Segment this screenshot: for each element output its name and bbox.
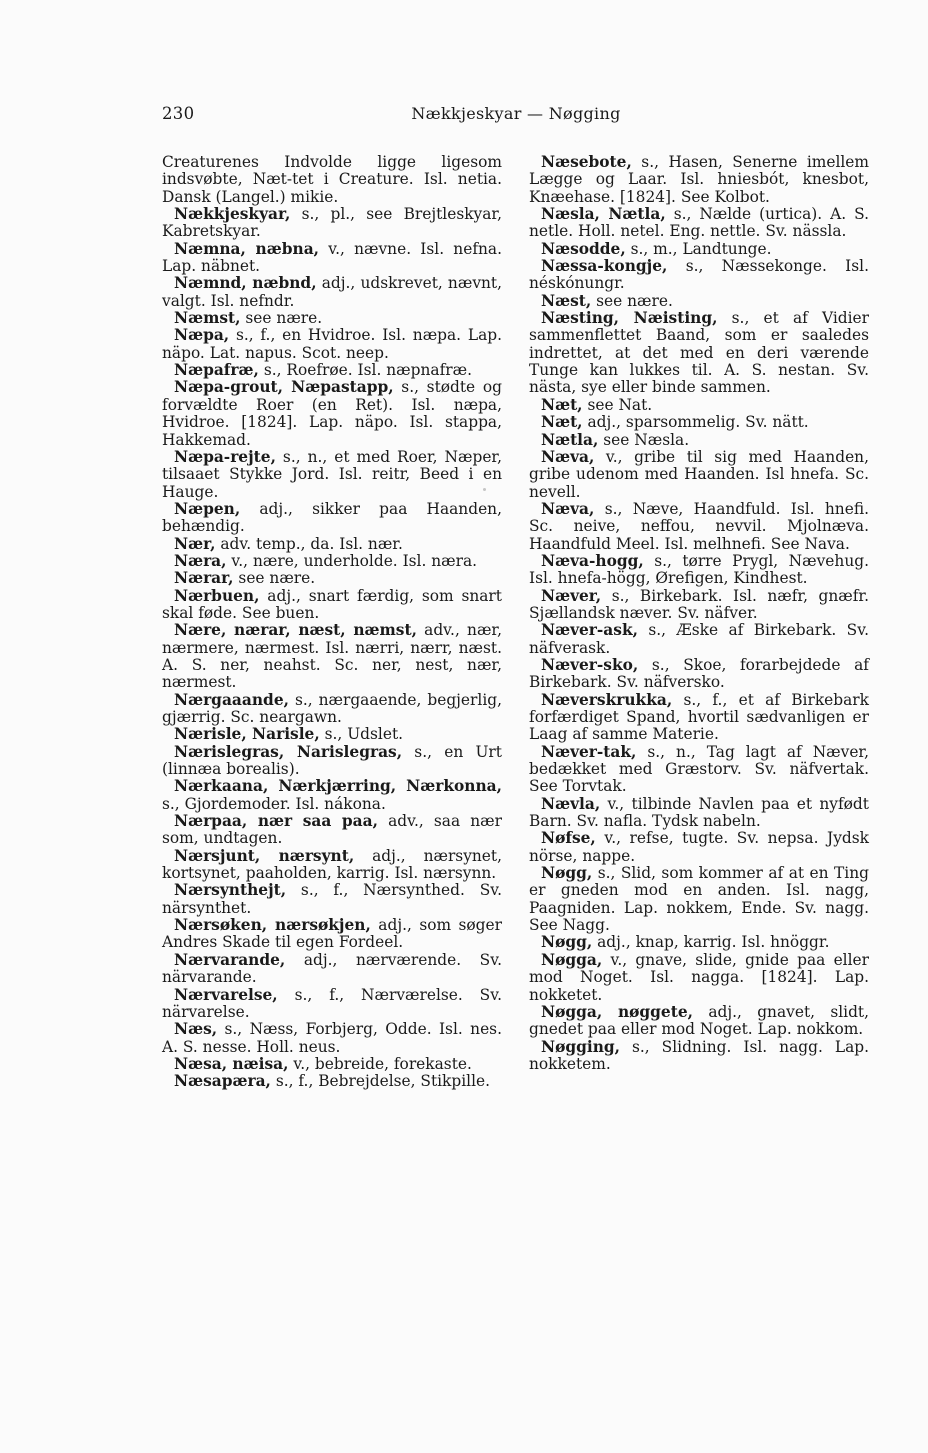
entry-headword: Nærsynthejt,: [174, 881, 287, 900]
dictionary-entry: [162, 449, 502, 501]
entry-headword: Næver-tak,: [541, 742, 637, 761]
entry-definition: Creaturenes Indvolde ligge ligesom indsvøbte, Næt-tet i Creature. Isl. netia. Dansk (Langel.) mikie.: [162, 153, 502, 206]
dictionary-entry: [162, 206, 502, 241]
entry-headword: Nærkaana, Nærkjærring, Nærkonna,: [174, 777, 502, 796]
entry-definition: s., f., Nærværelse. Sv. närvarelse.: [162, 985, 502, 1021]
scan-speck: [483, 488, 486, 491]
dictionary-entry: [162, 154, 502, 206]
entry-headword: Næva,: [541, 499, 595, 518]
entry-headword: Næmna, næbna,: [174, 239, 320, 258]
entry-headword: Næsting, Næisting,: [541, 309, 718, 328]
entry-headword: Næsodde,: [541, 239, 626, 258]
entry-definition: s., Nælde (urtica). A. S. netle. Holl. netel. Eng. nettle. Sv. nässla.: [529, 205, 869, 241]
entry-definition: adj., nærsynet, kortsynet, paaholden, karrig. Isl. nærsynn.: [162, 846, 502, 883]
entry-definition: s., n., et med Roer, Næper, tilsaaet Stykke Jord. Isl. reitr, Beed i en Hauge.: [162, 447, 502, 501]
entry-headword: Nøgga, nøggete,: [541, 1002, 693, 1021]
entry-headword: Næpa-grout, Næpastapp,: [174, 378, 394, 397]
dictionary-entry: [529, 796, 869, 831]
entry-headword: Næver-sko,: [541, 655, 639, 674]
entry-headword: Næpafræ,: [174, 361, 259, 380]
dictionary-entry: [529, 414, 869, 431]
entry-definition: s., Slid, som kommer af at en Ting er gneden mod en anden. Isl. nagg, Paagniden. Lap. nokkem, Ende. Sv. nagg. See Nagg.: [529, 864, 869, 935]
dictionary-entry: [529, 206, 869, 241]
dictionary-entry: [529, 1004, 869, 1039]
entry-definition: v., nære, underholde. Isl. næra.: [231, 551, 478, 570]
entry-definition: s., m., Landtunge.: [630, 239, 772, 258]
dictionary-entry: [529, 622, 869, 657]
dictionary-entry: [162, 536, 502, 553]
entry-definition: s., Udslet.: [324, 725, 404, 744]
entry-definition: s., f., Bebrejdelse, Stikpille.: [275, 1072, 491, 1091]
entry-definition: s., stødte og forvældte Roer (en Ret). Isl. næpa, Hvidroe. [1824]. Lap. näpo. Isl. stappa, Hakkemad.: [162, 378, 502, 449]
entry-headword: Nærsøken, nærsøkjen,: [174, 916, 371, 935]
entry-headword: Næssa-kongje,: [541, 257, 668, 276]
entry-headword: Næst,: [541, 291, 592, 310]
entry-definition: s., pl., see Brejtleskyar, Kabretskyar.: [162, 205, 502, 241]
dictionary-entry: [529, 310, 869, 397]
entry-headword: Nær,: [174, 534, 216, 553]
entry-headword: Næsla, Nætla,: [541, 205, 666, 224]
entry-headword: Nøgging,: [541, 1037, 621, 1056]
entry-headword: Nærbuen,: [174, 586, 260, 605]
entry-definition: v., tilbinde Navlen paa et nyfødt Barn. Sv. nafla. Tydsk nabeln.: [529, 794, 869, 831]
entry-headword: Næpa,: [174, 326, 230, 345]
entry-definition: adj., gnavet, slidt, gnedet paa eller mod Noget. Lap. nokkom.: [529, 1002, 869, 1039]
entry-definition: v., nævne. Isl. nefna. Lap. näbnet.: [162, 239, 502, 276]
entry-definition: s., en Urt (linnæa borealis).: [162, 742, 502, 779]
entry-definition: s., Næve, Haandfuld. Isl. hnefi. Sc. neive, neffou, nevvil. Mjolnæva. Haandfuld Meel. Isl. melhnefi. See Nava.: [529, 499, 869, 553]
dictionary-entry: [162, 726, 502, 743]
dictionary-entry: [162, 327, 502, 362]
dictionary-entry: [162, 778, 502, 813]
entry-definition: adv., nær, nærmere, nærmest. Isl. nærri, nærr, næst. A. S. ner, neahst. Sc. ner, nest, nær, nærmest.: [162, 621, 502, 692]
entry-headword: Nærsjunt, nærsynt,: [174, 846, 355, 865]
entry-headword: Næmnd, næbnd,: [174, 274, 317, 293]
entry-headword: Nærvarande,: [174, 950, 286, 969]
dictionary-entry: [162, 570, 502, 587]
dictionary-entry: [529, 293, 869, 310]
entry-definition: s., n., Tag lagt af Næver, bedækket med Græstorv. Sv. näfvertak. See Torvtak.: [529, 742, 869, 796]
entry-definition: s., et af Vidier sammenflettet Baand, som er saaledes indrettet, at det med en deri værende Tunge kan lukkes til. A. S. nestan. Sv. nästa, sye eller binde sammen.: [529, 309, 869, 397]
entry-headword: Næt,: [541, 395, 583, 414]
dictionary-entry: [162, 588, 502, 623]
dictionary-entry: [529, 258, 869, 293]
entry-headword: Nætla,: [541, 430, 599, 449]
entry-headword: Nærvarelse,: [174, 985, 278, 1004]
entry-definition: s., Hasen, Senerne imellem Lægge og Laar. Isl. hniesbót, knesbot, Knæehase. [1824]. See Kolbot.: [529, 153, 869, 206]
dictionary-entry: [162, 813, 502, 848]
entry-definition: s., tørre Prygl, Nævehug. Isl. hnefa-högg, Ørefigen, Kindhest.: [529, 551, 869, 588]
entry-definition: adj., knap, karrig. Isl. hnöggr.: [597, 933, 830, 952]
entry-definition: s., f., en Hvidroe. Isl. næpa. Lap. näpo. Lat. napus. Scot. neep.: [162, 326, 502, 362]
dictionary-entry: [529, 154, 869, 206]
entry-definition: s., f., et af Birkebark forfærdiget Spand, hvortil sædvanligen er Laag af samme Materie.: [529, 690, 869, 744]
dictionary-entry: [162, 241, 502, 276]
entry-definition: s., Gjordemoder. Isl. nákona.: [162, 794, 386, 813]
entry-headword: Næverskrukka,: [541, 690, 673, 709]
dictionary-entry: [529, 952, 869, 1004]
entry-headword: Næva-hogg,: [541, 551, 644, 570]
entry-headword: Næmst,: [174, 309, 241, 328]
dictionary-entry: [162, 310, 502, 327]
entry-definition: v., refse, tugte. Sv. nepsa. Jydsk nörse, nappe.: [529, 829, 869, 865]
dictionary-entry: [529, 397, 869, 414]
dictionary-entry: [162, 1073, 502, 1090]
entry-definition: adj., udskrevet, nævnt, valgt. Isl. nefndr.: [162, 274, 502, 310]
dictionary-entry: [162, 882, 502, 917]
entry-headword: Nøgga,: [541, 950, 603, 969]
entry-headword: Nærislegras, Narislegras,: [174, 742, 403, 761]
dictionary-entry: [529, 934, 869, 951]
entry-definition: v., bebreide, forekaste.: [293, 1054, 472, 1073]
dictionary-entry: [529, 588, 869, 623]
entry-headword: Næt,: [541, 413, 583, 432]
dictionary-entry: [529, 449, 869, 501]
dictionary-entry: [162, 952, 502, 987]
entry-definition: see Nat.: [587, 395, 653, 414]
dictionary-entry: [529, 1039, 869, 1074]
entry-headword: Næsa, næisa,: [174, 1054, 289, 1073]
dictionary-entry: [162, 501, 502, 536]
dictionary-entry: [529, 692, 869, 744]
page-number: 230: [162, 104, 195, 123]
entry-headword: Næpa-rejte,: [174, 447, 276, 466]
entry-definition: s., Skoe, forarbejdede af Birkebark. Sv. näfversko.: [529, 655, 869, 692]
entry-headword: Nærisle, Narisle,: [174, 725, 320, 744]
entry-definition: adj., nærværende. Sv. närvarande.: [162, 950, 502, 987]
entry-headword: Nære, nærar, næst, næmst,: [174, 621, 417, 640]
entry-headword: Nærar,: [174, 569, 234, 588]
dictionary-entry: [529, 501, 869, 553]
entry-headword: Nærgaaande,: [174, 690, 289, 709]
entry-definition: s., Æske af Birkebark. Sv. näfverask.: [529, 621, 869, 657]
dictionary-entry: [529, 241, 869, 258]
dictionary-entry: [529, 744, 869, 796]
entry-headword: Næs,: [174, 1020, 218, 1039]
entry-headword: Nøgg,: [541, 864, 593, 883]
entry-definition: s., nærgaaende, begjerlig, gjærrig. Sc. neargawn.: [162, 690, 502, 726]
dictionary-entry: [162, 987, 502, 1022]
dictionary-entry: [162, 275, 502, 310]
entry-definition: s., Næss, Forbjerg, Odde. Isl. nes. A. S. nesse. Holl. neus.: [162, 1020, 502, 1056]
entry-headword: Næra,: [174, 551, 227, 570]
entry-headword: Næsapæra,: [174, 1072, 271, 1091]
entry-definition: see nære.: [238, 569, 316, 588]
dictionary-entry: [162, 848, 502, 883]
entry-definition: adv., saa nær som, undtagen.: [162, 812, 502, 848]
entry-definition: adj., sparsommelig. Sv. nätt.: [587, 413, 809, 432]
entry-headword: Næver,: [541, 586, 602, 605]
entry-definition: adj., snart færdig, som snart skal føde. See buen.: [162, 586, 502, 622]
entry-definition: v., gribe til sig med Haanden, gribe udenom med Haanden. Isl hnefa. Sc. nevell.: [529, 447, 869, 501]
entry-definition: s., f., Nærsynthed. Sv. närsynthet.: [162, 881, 502, 917]
dictionary-entry: [162, 1056, 502, 1073]
entry-definition: s., Slidning. Isl. nagg. Lap. nokketem.: [529, 1037, 869, 1073]
entry-definition: s., Roefrøe. Isl. næpnafræ.: [263, 361, 472, 380]
entry-headword: Nøgg,: [541, 933, 593, 952]
entry-definition: s., Birkebark. Isl. næfr, gnæfr. Sjællandsk næver. Sv. näfver.: [529, 586, 869, 622]
dictionary-entry: [529, 865, 869, 934]
dictionary-entry: [162, 917, 502, 952]
entry-headword: Nærpaa, nær saa paa,: [174, 812, 378, 831]
dictionary-entry: [162, 744, 502, 779]
entry-headword: Næva,: [541, 447, 595, 466]
dictionary-entry: [162, 1021, 502, 1056]
dictionary-entry: [162, 692, 502, 727]
entry-headword: Nækkjeskyar,: [174, 205, 291, 224]
dictionary-entry: [529, 830, 869, 865]
entry-headword: Nævla,: [541, 794, 601, 813]
entry-definition: see nære.: [245, 309, 323, 328]
left-column: [162, 154, 502, 1091]
entry-definition: adj., sikker paa Haanden, behændig.: [162, 499, 502, 536]
entry-definition: see nære.: [596, 291, 673, 310]
dictionary-entry: [162, 379, 502, 448]
dictionary-entry: [162, 553, 502, 570]
entry-headword: Nøfse,: [541, 829, 596, 848]
dictionary-entry: [162, 622, 502, 691]
page-header: [162, 104, 870, 130]
entry-headword: Næpen,: [174, 499, 241, 518]
entry-definition: s., Næssekonge. Isl. néskónungr.: [529, 257, 869, 293]
dictionary-entry: [529, 432, 869, 449]
entry-definition: adv. temp., da. Isl. nær.: [220, 534, 403, 553]
right-column: [529, 154, 869, 1073]
running-head: Nækkjeskyar — Nøgging: [411, 104, 621, 123]
entry-definition: see Næsla.: [603, 430, 690, 449]
dictionary-entry: [529, 553, 869, 588]
entry-definition: adj., som søger Andres Skade til egen Fordeel.: [162, 916, 502, 952]
entry-definition: v., gnave, slide, gnide paa eller mod Noget. Isl. nagga. [1824]. Lap. nokketet.: [529, 950, 869, 1004]
entry-headword: Næver-ask,: [541, 621, 638, 640]
dictionary-entry: [162, 362, 502, 379]
dictionary-entry: [529, 657, 869, 692]
entry-headword: Næsebote,: [541, 153, 632, 171]
